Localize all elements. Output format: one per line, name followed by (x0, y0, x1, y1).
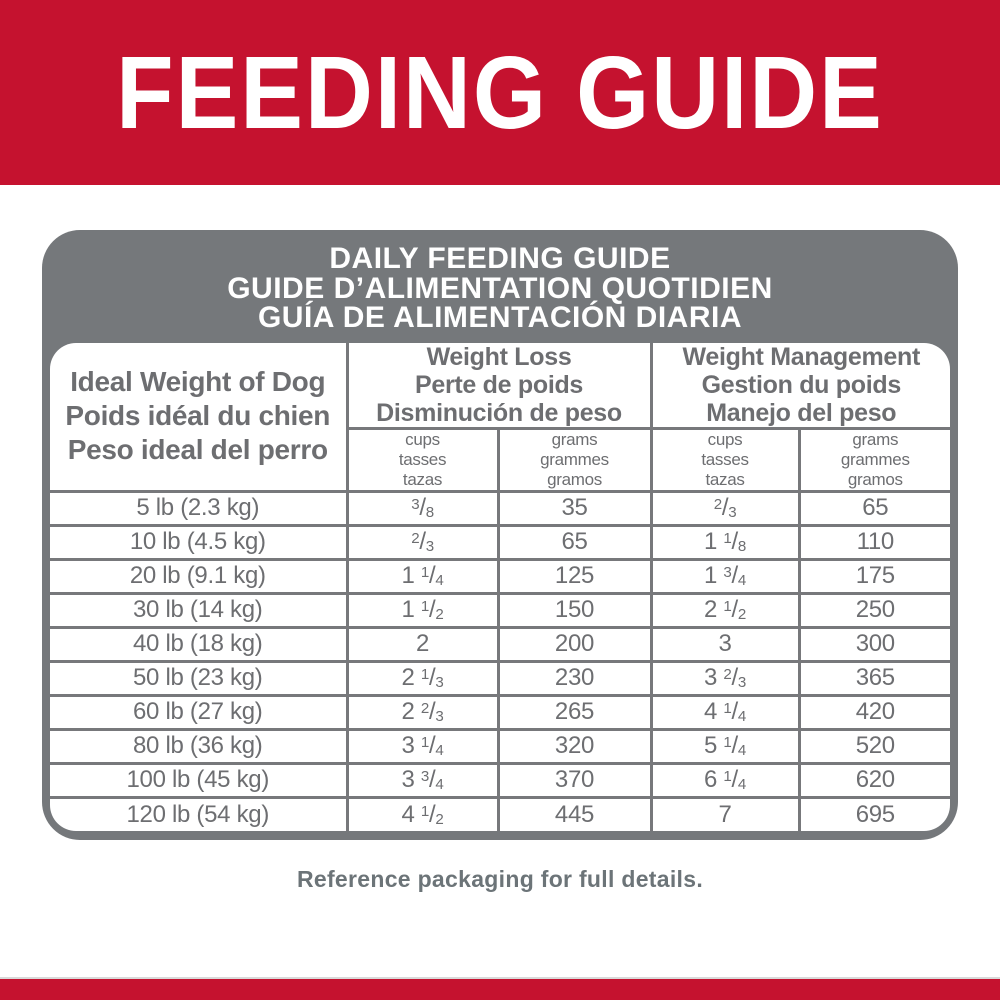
feeding-guide-banner (0, 0, 1000, 185)
ideal-weight-header (50, 343, 347, 492)
weight-management-cups-cell: 2 $^1$/2 (651, 593, 799, 627)
card-title-line-en: DAILY FEEDING GUIDE (329, 242, 671, 275)
fraction: $^2$/3 (713, 494, 737, 521)
table-row (50, 729, 950, 763)
table-row (50, 797, 950, 831)
unit-grams-en: grams (852, 429, 899, 449)
fraction: $^3$/4 (420, 766, 444, 793)
weight-cell: 10 lb (4.5 kg) (50, 525, 347, 559)
table-row (50, 593, 950, 627)
fraction: $^1$/2 (723, 596, 747, 623)
weight-management-grams-cell: 250 (799, 593, 950, 627)
fraction: $^1$/4 (723, 698, 747, 725)
weight-loss-grams-cell: 35 (498, 491, 651, 525)
fraction: $^2$/3 (420, 698, 444, 725)
weight-management-grams-cell: 300 (799, 627, 950, 661)
weight-management-cups-cell: 3 (651, 627, 799, 661)
table-row (50, 491, 950, 525)
unit-cups-fr: tasses (398, 449, 447, 469)
table-row (50, 559, 950, 593)
weight-management-grams-unit-header (799, 428, 950, 491)
unit-cups-fr: tasses (701, 449, 749, 469)
table-row (50, 695, 950, 729)
ideal-weight-line-es: Peso ideal del perro (67, 434, 328, 465)
weight-loss-cups-cell: 4 $^1$/2 (347, 797, 498, 831)
weight-management-header (651, 343, 950, 429)
feeding-table-wrapper (50, 343, 950, 832)
weight-loss-cups-cell (347, 491, 498, 525)
table-row (50, 661, 950, 695)
weight-management-grams-cell: 365 (799, 661, 950, 695)
weight-management-grams-cell: 175 (799, 559, 950, 593)
weight-management-line-es: Manejo del peso (706, 398, 897, 427)
weight-loss-line-fr: Perte de poids (414, 370, 584, 399)
weight-loss-header (347, 343, 651, 429)
weight-loss-grams-cell: 230 (498, 661, 651, 695)
weight-loss-line-en: Weight Loss (426, 342, 572, 371)
fraction: $^3$/8 (411, 494, 434, 521)
weight-management-cups-cell: 5 $^1$/4 (651, 729, 799, 763)
weight-loss-grams-cell: 445 (498, 797, 651, 831)
weight-loss-grams-cell: 65 (498, 525, 651, 559)
weight-loss-grams-unit-header (498, 428, 651, 491)
weight-loss-grams-cell: 125 (498, 559, 651, 593)
header-row-groups (50, 343, 950, 429)
fraction: $^2$/3 (723, 664, 747, 691)
weight-management-grams-cell: 620 (799, 763, 950, 797)
fraction: $^1$/2 (420, 596, 444, 623)
weight-cell: 20 lb (9.1 kg) (50, 559, 347, 593)
weight-management-cups-unit-header (651, 428, 799, 491)
ideal-weight-line-fr: Poids idéal du chien (65, 400, 331, 431)
fraction: $^1$/2 (420, 800, 444, 828)
feeding-rows-body (50, 491, 950, 831)
fraction: $^1$/3 (420, 664, 444, 691)
weight-cell: 100 lb (45 kg) (50, 763, 347, 797)
weight-loss-cups-cell: 2 $^2$/3 (347, 695, 498, 729)
fraction: $^1$/4 (420, 732, 444, 759)
card-title-line-es: GUÍA DE ALIMENTACIÓN DIARIA (257, 301, 743, 334)
weight-cell: 5 lb (2.3 kg) (50, 491, 347, 525)
weight-loss-grams-cell: 320 (498, 729, 651, 763)
weight-loss-cups-unit-header (347, 428, 498, 491)
weight-loss-cups-cell: 3 $^1$/4 (347, 729, 498, 763)
card-title-line-fr: GUIDE D’ALIMENTATION QUOTIDIEN (227, 271, 773, 305)
banner-title: FEEDING GUIDE (116, 34, 884, 150)
weight-loss-grams-cell: 370 (498, 763, 651, 797)
unit-cups-es: tazas (402, 469, 443, 489)
weight-cell: 60 lb (27 kg) (50, 695, 347, 729)
weight-management-cups-cell: 4 $^1$/4 (651, 695, 799, 729)
weight-management-cups-cell: 1 $^3$/4 (651, 559, 799, 593)
weight-cell: 120 lb (54 kg) (50, 797, 347, 831)
weight-management-line-fr: Gestion du poids (701, 370, 901, 399)
unit-grams-es: gramos (847, 469, 903, 489)
weight-loss-cups-cell (347, 525, 498, 559)
weight-management-cups-cell: 1 $^1$/8 (651, 525, 799, 559)
unit-grams-fr: grammes (540, 449, 609, 469)
weight-loss-grams-cell: 265 (498, 695, 651, 729)
unit-grams-fr: grammes (840, 449, 910, 469)
table-row (50, 627, 950, 661)
weight-loss-cups-cell: 1 $^1$/4 (347, 559, 498, 593)
fraction: $^3$/4 (723, 562, 747, 589)
unit-cups-en: cups (405, 429, 440, 449)
table-row (50, 763, 950, 797)
table-row (50, 525, 950, 559)
unit-cups-es: tazas (705, 469, 745, 489)
weight-management-grams-cell: 695 (799, 797, 950, 831)
fraction: $^2$/3 (411, 528, 434, 555)
unit-cups-en: cups (707, 429, 743, 449)
weight-management-line-en: Weight Management (682, 342, 921, 371)
weight-cell: 30 lb (14 kg) (50, 593, 347, 627)
fraction: $^1$/4 (420, 562, 444, 589)
unit-grams-en: grams (551, 429, 598, 449)
weight-management-grams-cell: 520 (799, 729, 950, 763)
weight-cell: 50 lb (23 kg) (50, 661, 347, 695)
weight-management-cups-cell: 3 $^2$/3 (651, 661, 799, 695)
bottom-red-strip (0, 977, 1000, 1000)
weight-management-grams-cell: 420 (799, 695, 950, 729)
weight-loss-grams-cell: 150 (498, 593, 651, 627)
weight-loss-cups-cell: 1 $^1$/2 (347, 593, 498, 627)
card-title (50, 230, 950, 343)
footer-note: Reference packaging for full details. (296, 866, 704, 892)
weight-loss-line-es: Disminución de peso (376, 398, 622, 427)
daily-feeding-guide-card (42, 230, 958, 840)
weight-loss-cups-cell: 3 $^3$/4 (347, 763, 498, 797)
feeding-table (50, 343, 950, 832)
weight-cell: 80 lb (36 kg) (50, 729, 347, 763)
fraction: $^1$/4 (723, 732, 747, 759)
weight-management-cups-cell: 7 (651, 797, 799, 831)
weight-loss-cups-cell: 2 $^1$/3 (347, 661, 498, 695)
unit-grams-es: gramos (547, 469, 602, 489)
weight-management-grams-cell: 65 (799, 491, 950, 525)
weight-loss-cups-cell: 2 (347, 627, 498, 661)
weight-loss-grams-cell: 200 (498, 627, 651, 661)
ideal-weight-line-en: Ideal Weight of Dog (70, 366, 326, 397)
fraction: $^1$/4 (723, 766, 747, 793)
fraction: $^1$/8 (723, 528, 747, 555)
weight-cell: 40 lb (18 kg) (50, 627, 347, 661)
weight-management-cups-cell: 6 $^1$/4 (651, 763, 799, 797)
weight-management-cups-cell (651, 491, 799, 525)
weight-management-grams-cell: 110 (799, 525, 950, 559)
